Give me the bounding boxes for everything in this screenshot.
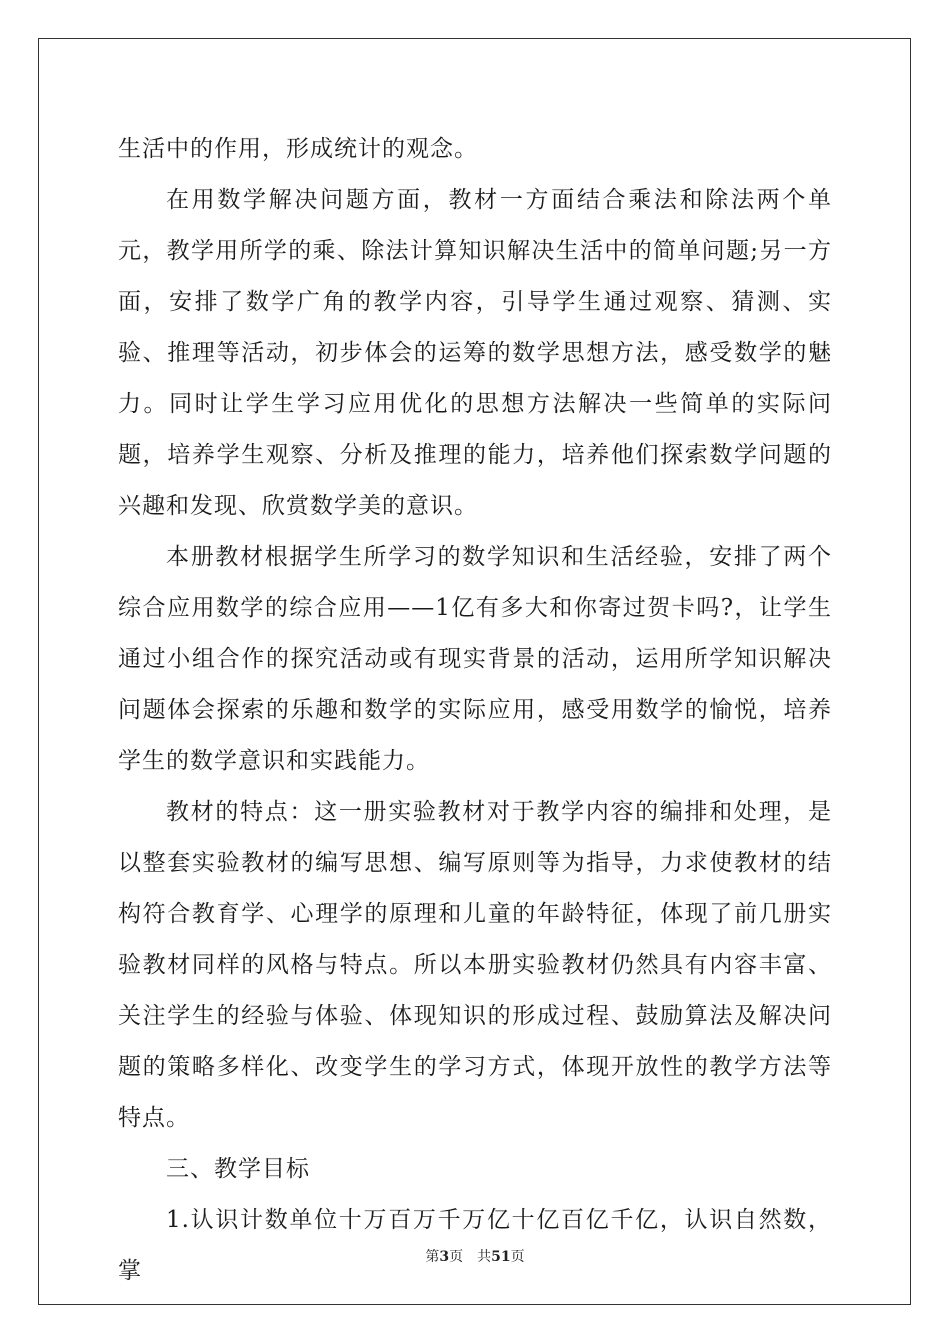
footer-mid: 页 共 [449, 1249, 492, 1265]
page-number: 3 [439, 1249, 450, 1265]
total-pages: 51 [491, 1249, 511, 1265]
document-body [118, 124, 832, 1297]
footer-prefix: 第 [425, 1249, 440, 1265]
paragraph-2: 在用数学解决问题方面，教材一方面结合乘法和除法两个单元，教学用所学的乘、除法计算知识解决生活中的简单问题;另一方面，安排了数学广角的教学内容，引导学生通过观察、猜测、实验、推理等活动，初步体会的运筹的数学思想方法，感受数学的魅力。同时让学生学习应用优化的思想方法解决一些简单的实际问题，培养学生观察、分析及推理的能力，培养他们探索数学问题的兴趣和发现、欣赏数学美的意识。 [118, 187, 832, 519]
paragraph-5: 1.认识计数单位十万百万千万亿十亿百亿千亿，认识自然数，掌 [118, 1207, 832, 1284]
paragraph-3: 本册教材根据学生所学习的数学知识和生活经验，安排了两个综合应用数学的综合应用——1亿有多大和你寄过贺卡吗?，让学生通过小组合作的探究活动或有现实背景的活动，运用所学知识解决问题体会探索的乐趣和数学的实际应用，感受用数学的愉悦，培养学生的数学意识和实践能力。 [118, 544, 832, 774]
paragraph-4: 教材的特点：这一册实验教材对于教学内容的编排和处理，是以整套实验教材的编写思想、编写原则等为指导，力求使教材的结构符合教育学、心理学的原理和儿童的年龄特征，体现了前几册实验教材同样的风格与特点。所以本册实验教材仍然具有内容丰富、关注学生的经验与体验、体现知识的形成过程、鼓励算法及解决问题的策略多样化、改变学生的学习方式，体现开放性的教学方法等特点。 [118, 799, 832, 1131]
footer-suffix: 页 [510, 1249, 525, 1265]
section-heading: 三、教学目标 [166, 1156, 310, 1182]
page-footer [0, 1246, 950, 1266]
paragraph-1: 生活中的作用，形成统计的观念。 [118, 136, 478, 162]
